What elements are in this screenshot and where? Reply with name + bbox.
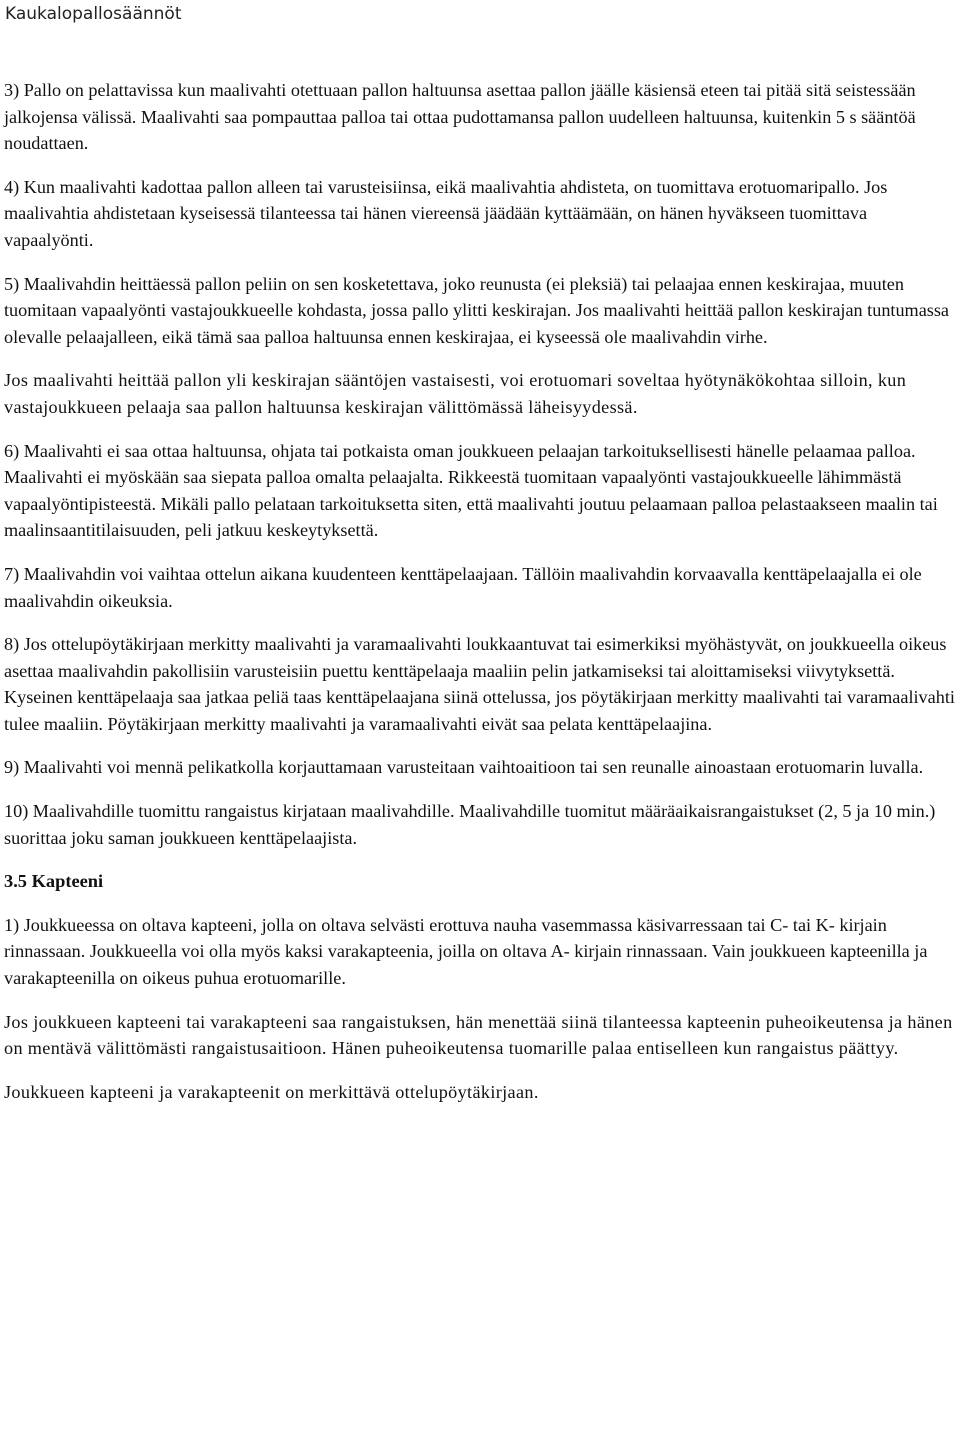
section-heading: 3.5 Kapteeni xyxy=(4,871,104,892)
rule-paragraph-5-continued: Jos maalivahti heittää pallon yli keskirajan sääntöjen vastaisesti, voi erotuomari soveltaa hyötynäkökohtaa silloin, kun vastajoukkueen pelaaja saa pallon haltuunsa keskirajan välittömässä läheisyydessä. xyxy=(4,370,907,417)
rule-paragraph-4: 4) Kun maalivahti kadottaa pallon alleen tai varusteisiinsa, eikä maalivahtia ahdisteta, on tuomittava erotuomaripallo. Jos maalivahtia ahdistetaan kyseisessä tilanteessa tai hänen viereensä jäädään kyttäämään, on hänen hyväkseen tuomittava vapaalyönti. xyxy=(4,176,888,250)
captain-paragraph-2: Jos joukkueen kapteeni tai varakapteeni saa rangaistuksen, hän menettää siinä tilanteessa kapteenin puheoikeutensa ja hänen on mentävä välittömästi rangaistusaitioon. Hänen puheoikeutensa tuomarille palaa entiselleen kun rangaistus päättyy. xyxy=(4,1011,953,1059)
captain-paragraph-3: Joukkueen kapteeni ja varakapteenit on merkittävä ottelupöytäkirjaan. xyxy=(4,1081,539,1102)
document-title: Kaukalopallosäännöt xyxy=(5,4,182,24)
rule-paragraph-7: 7) Maalivahdin voi vaihtaa ottelun aikana kuudenteen kenttäpelaajaan. Tällöin maalivahdin korvaavalla kenttäpelaajalla ei ole maalivahdin oikeuksia. xyxy=(4,563,922,611)
document-body xyxy=(4,77,956,1122)
rule-paragraph-8: 8) Jos ottelupöytäkirjaan merkitty maalivahti ja varamaalivahti loukkaantuvat tai esimerkiksi myöhästyvät, on joukkueella oikeus asettaa maalivahdin pakollisiin varusteisiin puettu kenttäpelaaja maaliin pelin jatkamiseksi tai aloittamiseksi viivytyksettä. Kyseinen kenttäpelaaja saa jatkaa peliä taas kenttäpelaajana siinä ottelussa, jos pöytäkirjaan merkitty maalivahti tai varamaalivahti tulee maaliin. Pöytäkirjaan merkitty maalivahti ja varamaalivahti eivät saa pelata kenttäpelaajina. xyxy=(4,634,955,734)
rule-paragraph-6: 6) Maalivahti ei saa ottaa haltuunsa, ohjata tai potkaista oman joukkueen pelaajan tarkoituksellisesti hänelle pelaamaa palloa. Maalivahti ei myöskään saa siepata palloa omalta pelaajalta. Rikkeestä tuomitaan vapaalyönti vastajoukkueelle lähimmästä vapaalyöntipisteestä. Mikäli pallo pelataan tarkoituksetta siten, että maalivahti joutuu pelaamaan palloa pelastaakseen maalin tai maalinsaantitilaisuuden, peli jatkuu keskeytyksettä. xyxy=(4,440,938,541)
page-header xyxy=(0,0,960,30)
rule-paragraph-9: 9) Maalivahti voi mennä pelikatkolla korjauttamaan varusteitaan vaihtoaitioon tai sen reunalle ainoastaan erotuomarin luvalla. xyxy=(4,757,924,778)
rule-paragraph-5: 5) Maalivahdin heittäessä pallon peliin on sen kosketettava, joko reunusta (ei pleksiä) tai pelaajaa ennen keskirajaa, muuten tuomitaan vapaalyönti vastajoukkueelle kohdasta, jossa pallo ylitti keskirajan. Jos maalivahti heittää pallon keskirajan tuntumassa olevalle pelaajalleen, eikä tämä saa palloa haltuunsa ennen keskirajaa, ei kyseessä ole maalivahdin virhe. xyxy=(4,273,950,347)
rule-paragraph-10: 10) Maalivahdille tuomittu rangaistus kirjataan maalivahdille. Maalivahdille tuomitut määräaikaisrangaistukset (2, 5 ja 10 min.) suorittaa joku saman joukkueen kenttäpelaajista. xyxy=(4,801,936,848)
captain-paragraph-1: 1) Joukkueessa on oltava kapteeni, jolla on oltava selvästi erottuva nauha vasemmassa käsivarressaan tai C- tai K- kirjain rinnassaan. Joukkueella voi olla myös kaksi varakapteenia, joilla on oltava A- kirjain rinnassaan. Vain joukkueen kapteenilla ja varakapteenilla on oikeus puhua erotuomarille. xyxy=(4,914,928,989)
rule-paragraph-3: 3) Pallo on pelattavissa kun maalivahti otettuaan pallon haltuunsa asettaa pallon jäälle käsiensä eteen tai pitää sitä seistessään jalkojensa välissä. Maalivahti saa pompauttaa palloa tai ottaa pudottamansa pallon uudelleen haltuunsa, kuitenkin 5 s sääntöä noudattaen. xyxy=(4,80,916,154)
